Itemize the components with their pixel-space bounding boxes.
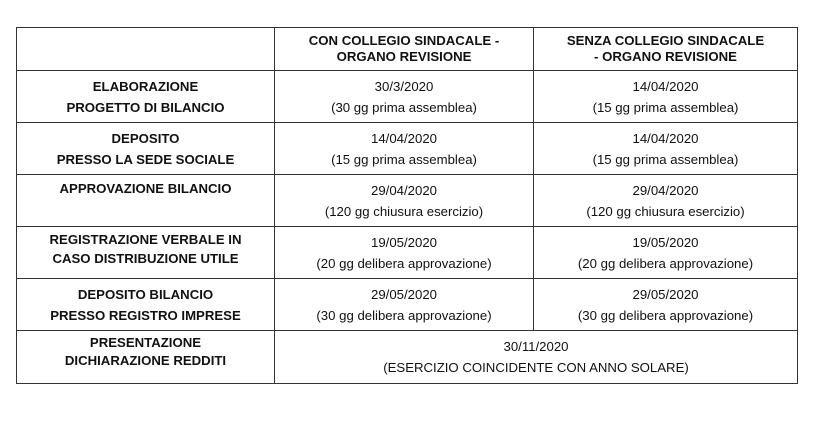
date-value: 29/04/2020	[632, 182, 699, 198]
row-label	[17, 331, 275, 384]
row-label	[17, 71, 275, 123]
header-without-board	[534, 28, 798, 71]
without-board-cell	[534, 123, 798, 175]
row-label-line: DEPOSITO	[111, 130, 180, 146]
table-row	[17, 331, 798, 384]
date-value: 19/05/2020	[632, 234, 699, 250]
row-label-line: ELABORAZIONE	[92, 78, 199, 94]
table-row	[17, 71, 798, 123]
with-board-cell	[275, 123, 534, 175]
row-label-line: DICHIARAZIONE REDDITI	[64, 353, 227, 368]
row-label	[17, 123, 275, 175]
header-with-board-line1: CON COLLEGIO SINDACALE -	[308, 33, 500, 48]
date-value: 29/05/2020	[632, 286, 699, 302]
with-board-cell	[275, 175, 534, 227]
table-row	[17, 279, 798, 331]
date-value: 30/3/2020	[374, 78, 434, 94]
row-label	[17, 175, 275, 227]
header-without-board-line1: SENZA COLLEGIO SINDACALE	[566, 33, 765, 48]
date-value: 14/04/2020	[632, 78, 699, 94]
without-board-cell	[534, 175, 798, 227]
row-label-line: DEPOSITO BILANCIO	[77, 286, 214, 302]
with-board-cell	[275, 227, 534, 279]
date-value: 29/04/2020	[370, 182, 437, 198]
merged-deadline-cell	[275, 331, 798, 384]
date-note: (20 gg delibera approvazione)	[577, 255, 754, 271]
date-note: (120 gg chiusura esercizio)	[586, 203, 745, 219]
header-with-board	[275, 28, 534, 71]
with-board-cell	[275, 279, 534, 331]
table-row	[17, 123, 798, 175]
row-label	[17, 227, 275, 279]
row-label-line: PRESSO LA SEDE SOCIALE	[56, 151, 235, 167]
date-note: (15 gg prima assemblea)	[331, 151, 477, 167]
date-value: 29/05/2020	[370, 286, 437, 302]
row-label-line: APPROVAZIONE BILANCIO	[59, 181, 232, 196]
row-label-line: PRESSO REGISTRO IMPRESE	[50, 307, 241, 323]
date-note: (20 gg delibera approvazione)	[316, 255, 492, 271]
date-value: 30/11/2020	[503, 339, 569, 354]
date-value: 14/04/2020	[370, 130, 437, 146]
without-board-cell	[534, 279, 798, 331]
header-without-board-line2: - ORGANO REVISIONE	[594, 49, 737, 64]
header-empty-cell	[17, 28, 275, 71]
date-note: (30 gg delibera approvazione)	[316, 307, 492, 323]
date-note: (15 gg prima assemblea)	[592, 151, 739, 167]
without-board-cell	[534, 227, 798, 279]
with-board-cell	[275, 71, 534, 123]
date-note: (15 gg prima assemblea)	[592, 99, 739, 115]
row-label-line: PRESENTAZIONE	[89, 335, 202, 350]
row-label-line: CASO DISTRIBUZIONE UTILE	[52, 251, 239, 266]
date-note: (120 gg chiusura esercizio)	[324, 203, 484, 219]
deadlines-table	[16, 27, 798, 384]
date-value: 14/04/2020	[632, 130, 699, 146]
table-row	[17, 227, 798, 279]
date-note: (30 gg prima assemblea)	[331, 99, 477, 115]
row-label-line: PROGETTO DI BILANCIO	[66, 99, 225, 115]
header-row	[17, 28, 798, 71]
date-note: (30 gg delibera approvazione)	[577, 307, 754, 323]
row-label	[17, 279, 275, 331]
date-value: 19/05/2020	[370, 234, 437, 250]
row-label-line: REGISTRAZIONE VERBALE IN	[49, 232, 242, 247]
date-note: (ESERCIZIO COINCIDENTE CON ANNO SOLARE)	[383, 360, 689, 375]
table-row	[17, 175, 798, 227]
header-with-board-line2: ORGANO REVISIONE	[336, 49, 472, 64]
without-board-cell	[534, 71, 798, 123]
